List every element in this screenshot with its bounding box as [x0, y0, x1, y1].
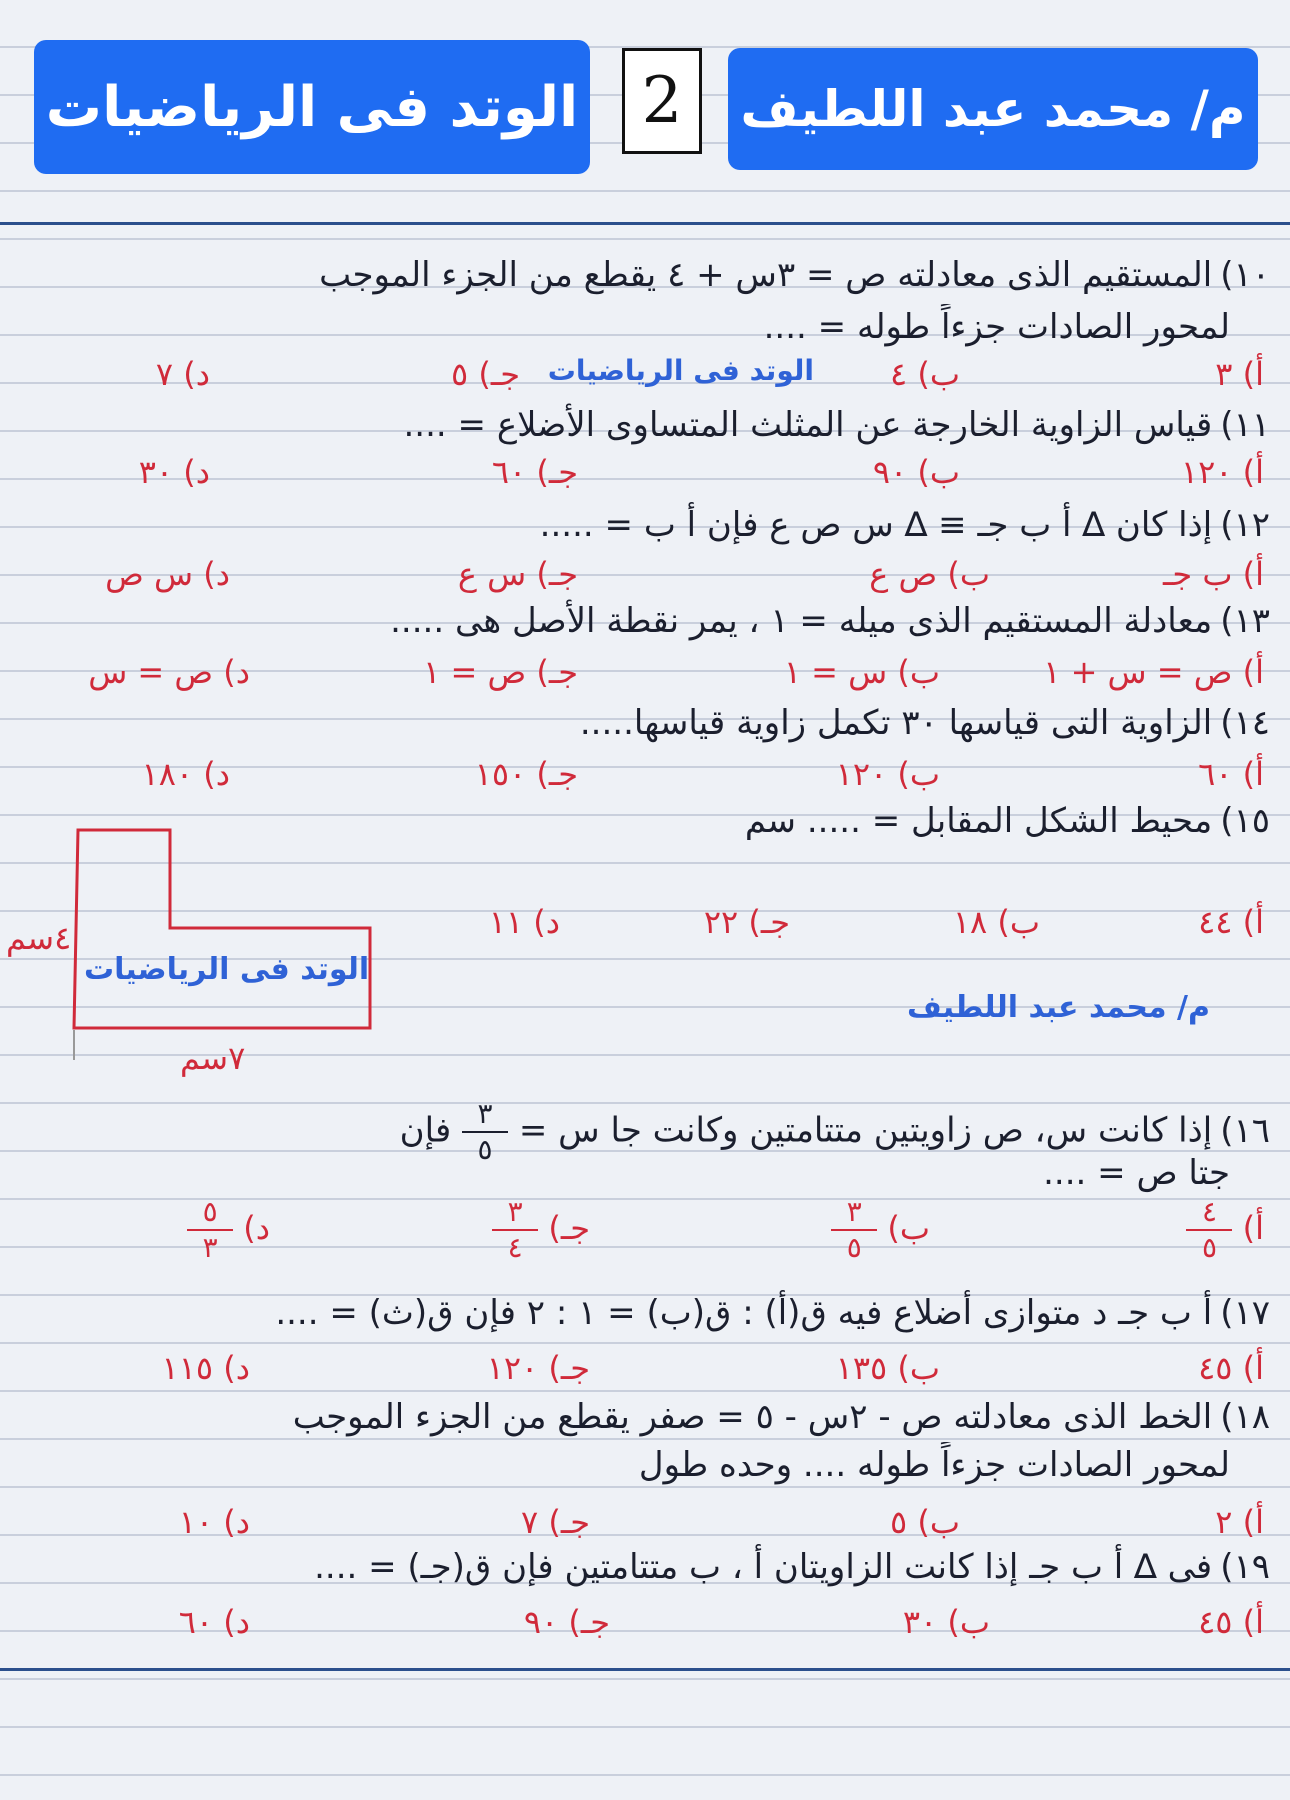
q13-option-a[interactable]: أ) ص = س + ١: [1043, 653, 1264, 691]
q17-option-d[interactable]: د) ١١٥: [161, 1349, 250, 1387]
q15-option-d[interactable]: د) ١١: [488, 903, 560, 941]
q10-option-a[interactable]: أ) ٣: [1215, 355, 1264, 393]
q10-option-b[interactable]: ب) ٤: [890, 355, 960, 393]
q17-option-a[interactable]: أ) ٤٥: [1198, 1349, 1264, 1387]
question-16: ١٦)إذا كانت س، ص زاويتين متتامتين وكانت جا س = $\frac{٣}{٥}$ فإن: [399, 1100, 1270, 1164]
page-number-box: [622, 48, 702, 154]
q15-option-c[interactable]: جـ) ٢٢: [703, 903, 790, 941]
q19-option-d[interactable]: د) ٦٠: [178, 1603, 250, 1641]
q11-option-a[interactable]: أ) ١٢٠: [1180, 453, 1264, 491]
q12-option-d[interactable]: د) س ص: [105, 555, 230, 593]
q19-option-b[interactable]: ب) ٣٠: [902, 1603, 990, 1641]
question-13: ١٣)معادلة المستقيم الذى ميله = ١ ، يمر نقطة الأصل هى .....: [390, 601, 1270, 641]
header-right-title: م/ محمد عبد اللطيف: [740, 80, 1246, 138]
given-fraction: $\frac{٣}{٥}$: [462, 1100, 508, 1164]
question-17: ١٧)أ ب جـ د متوازى أضلاع فيه ق(أ) : ق(ب) = ١ : ٢ فإن ق(ث) = ....: [275, 1293, 1270, 1333]
shape-bottom-label: ٧سم: [180, 1039, 246, 1077]
q18-option-d[interactable]: د) ١٠: [178, 1503, 250, 1541]
q10-option-d[interactable]: د) ٧: [155, 355, 210, 393]
question-15: ١٥)محيط الشكل المقابل = ..... سم: [744, 801, 1270, 841]
header-banner-left: [34, 40, 590, 174]
q17-option-c[interactable]: جـ) ١٢٠: [486, 1349, 590, 1387]
question-10-line2: لمحور الصادات جزءاً طوله = ....: [763, 307, 1230, 347]
q14-option-c[interactable]: جـ) ١٥٠: [474, 755, 578, 793]
header-banner-right: [728, 48, 1258, 170]
q11-option-d[interactable]: د) ٣٠: [138, 453, 210, 491]
q16-option-a[interactable]: أ) $\frac{٤}{٥}$: [1186, 1198, 1264, 1262]
q12-option-a[interactable]: أ) ب جـ: [1163, 555, 1264, 593]
q11-option-b[interactable]: ب) ٩٠: [872, 453, 960, 491]
q17-option-b[interactable]: ب) ١٣٥: [835, 1349, 940, 1387]
q10-option-c[interactable]: جـ) ٥: [451, 355, 520, 393]
q11-option-c[interactable]: جـ) ٦٠: [491, 453, 578, 491]
q16-option-d[interactable]: د) $\frac{٥}{٣}$: [187, 1198, 270, 1262]
top-divider: [0, 222, 1290, 225]
q19-option-a[interactable]: أ) ٤٥: [1198, 1603, 1264, 1641]
q14-option-b[interactable]: ب) ١٢٠: [835, 755, 940, 793]
shape-side-label: ٤سم: [6, 919, 72, 957]
q12-option-c[interactable]: جـ) س ع: [457, 555, 578, 593]
question-19: ١٩)فى ∆ أ ب جـ إذا كانت الزاويتان أ ، ب متتامتين فإن ق(جـ) = ....: [314, 1547, 1270, 1587]
q15-option-b[interactable]: ب) ١٨: [952, 903, 1040, 941]
question-14: ١٤)الزاوية التى قياسها ٣٠ تكمل زاوية قياسها.....: [579, 703, 1270, 743]
q18-option-c[interactable]: جـ) ٧: [521, 1503, 590, 1541]
bottom-divider: [0, 1668, 1290, 1671]
q19-option-c[interactable]: جـ) ٩٠: [523, 1603, 610, 1641]
q16-option-b[interactable]: ب) $\frac{٣}{٥}$: [831, 1198, 930, 1262]
q14-option-a[interactable]: أ) ٦٠: [1198, 755, 1264, 793]
header-left-title: الوتد فى الرياضيات: [45, 74, 579, 140]
watermark-2: الوتد فى الرياضيات: [84, 952, 370, 987]
q18-option-a[interactable]: أ) ٢: [1215, 1503, 1264, 1541]
q15-option-a[interactable]: أ) ٤٤: [1198, 903, 1264, 941]
q13-option-b[interactable]: ب) س = ١: [783, 653, 940, 691]
question-16-line2: جتا ص = ....: [1043, 1153, 1230, 1193]
question-10: ١٠)المستقيم الذى معادلته ص = ٣س + ٤ يقطع من الجزء الموجب: [319, 255, 1270, 295]
q18-option-b[interactable]: ب) ٥: [890, 1503, 960, 1541]
watermark-1: الوتد فى الرياضيات: [547, 354, 814, 387]
watermark-3: م/ محمد عبد اللطيف: [907, 990, 1210, 1025]
page-number: 2: [641, 64, 683, 138]
question-18-line2: لمحور الصادات جزءاً طوله .... وحده طول: [638, 1445, 1230, 1485]
q14-option-d[interactable]: د) ١٨٠: [141, 755, 230, 793]
q16-option-c[interactable]: جـ) $\frac{٣}{٤}$: [492, 1198, 590, 1262]
question-11: ١١)قياس الزاوية الخارجة عن المثلث المتساوى الأضلاع = ....: [403, 405, 1270, 445]
q13-option-d[interactable]: د) ص = س: [88, 653, 250, 691]
question-12: ١٢)إذا كان ∆ أ ب جـ ≡ ∆ س ص ع فإن أ ب = .....: [539, 505, 1270, 545]
question-18: ١٨)الخط الذى معادلته ص - ٢س - ٥ = صفر يقطع من الجزء الموجب: [292, 1397, 1270, 1437]
q13-option-c[interactable]: جـ) ص = ١: [423, 653, 578, 691]
q12-option-b[interactable]: ب) ص ع: [869, 555, 990, 593]
